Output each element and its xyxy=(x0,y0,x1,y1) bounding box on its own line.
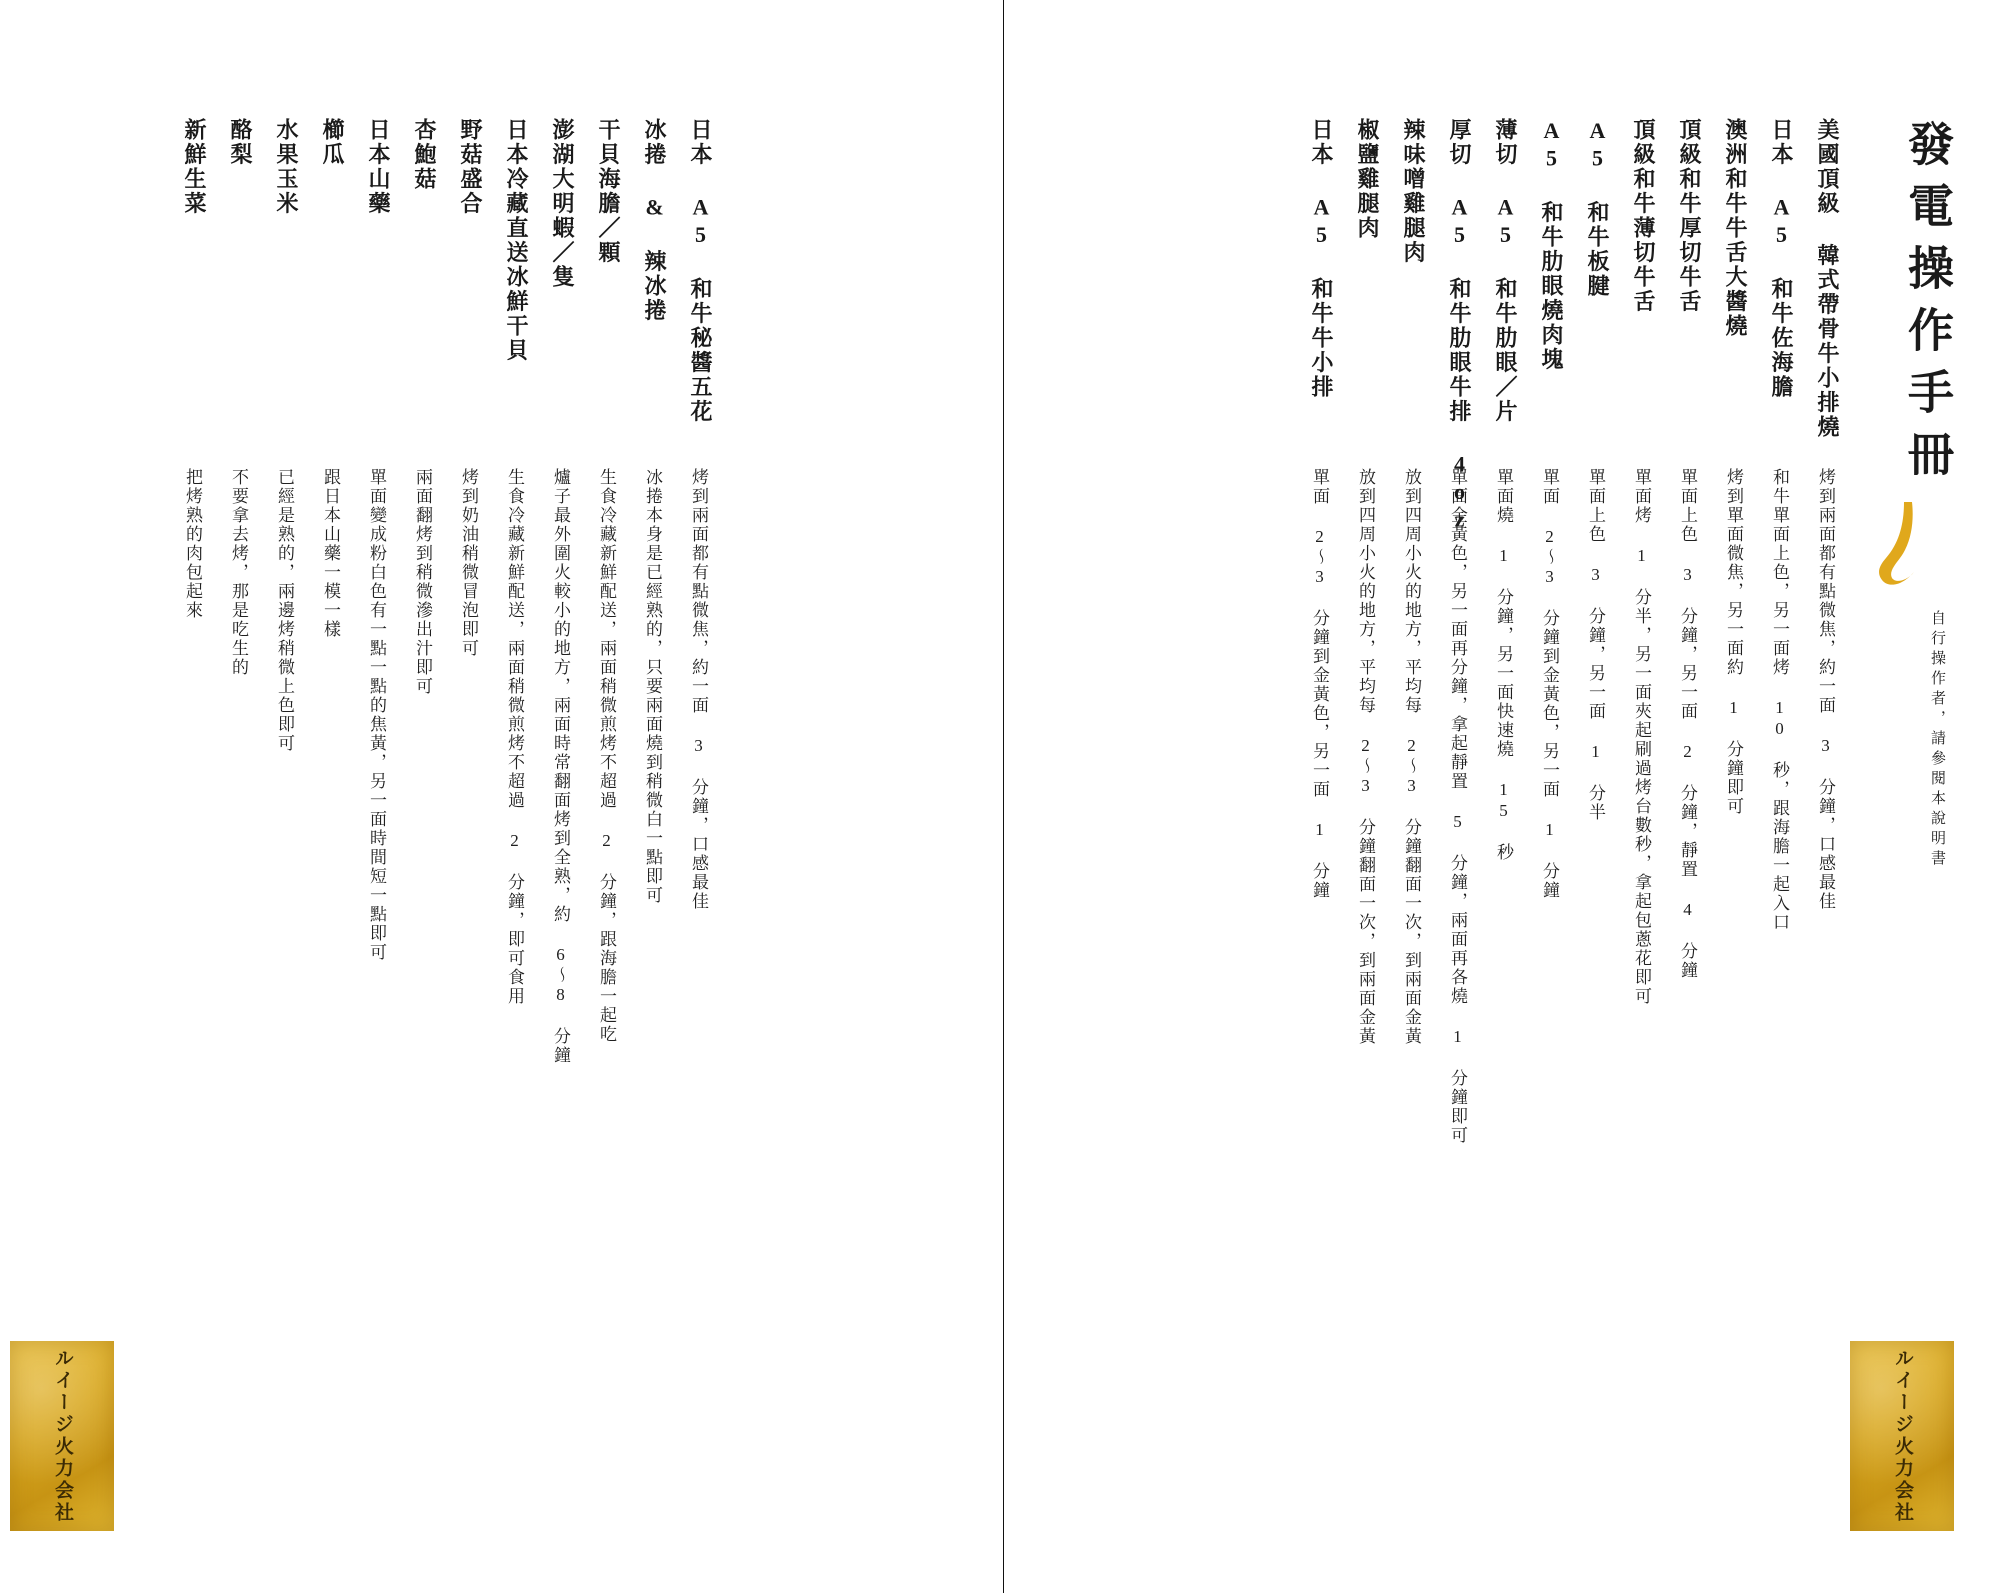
entry-instruction: 生食冷藏新鮮配送，兩面稍微煎烤不超過 2 分鐘，即可食用 xyxy=(505,468,524,1006)
entry-instruction: 烤到兩面都有點微焦，約一面 3 分鐘，口感最佳 xyxy=(689,468,708,911)
brand-seal-text: ルイージ火力会社 xyxy=(51,1348,73,1524)
menu-entry xyxy=(1794,0,1840,1593)
menu-entry xyxy=(667,0,713,1593)
entry-name: 日本冷藏直送冰鮮干貝 xyxy=(504,118,529,363)
right-page xyxy=(1003,0,2000,1593)
menu-entry xyxy=(1380,0,1426,1593)
menu-entry xyxy=(483,0,529,1593)
menu-entry xyxy=(621,0,667,1593)
entry-instruction: 已經是熟的，兩邊烤稍微上色即可 xyxy=(275,468,294,753)
menu-entry xyxy=(529,0,575,1593)
brand-seal-text: ルイージ火力会社 xyxy=(1891,1348,1913,1524)
entry-instruction: 單面 2～3 分鐘到金黃色，另一面 1 分鐘 xyxy=(1310,468,1329,900)
entry-instruction: 烤到兩面都有點微焦，約一面 3 分鐘，口感最佳 xyxy=(1816,468,1835,911)
entry-instruction: 放到四周小火的地方，平均每 2～3 分鐘翻面一次，到兩面金黃 xyxy=(1402,468,1421,1046)
menu-entry xyxy=(1334,0,1380,1593)
entry-name: 厚切 A5 和牛肋眼牛排 4oz xyxy=(1447,118,1472,534)
left-page-entry-list xyxy=(161,0,713,1593)
entry-instruction: 放到四周小火的地方，平均每 2～3 分鐘翻面一次，到兩面金黃 xyxy=(1356,468,1375,1046)
brand-seal xyxy=(1850,1341,1954,1531)
entry-name: 頂級和牛厚切牛舌 xyxy=(1677,118,1702,314)
menu-entry xyxy=(345,0,391,1593)
menu-entry xyxy=(1426,0,1472,1593)
entry-name: 澳洲和牛牛舌大醬燒 xyxy=(1723,118,1748,339)
entry-name: 頂級和牛薄切牛舌 xyxy=(1631,118,1656,314)
entry-instruction: 兩面翻烤到稍微滲出汁即可 xyxy=(413,468,432,696)
menu-entry xyxy=(1610,0,1656,1593)
brand-seal xyxy=(10,1341,114,1531)
entry-instruction: 單面 2～3 分鐘到金黃色，另一面 1 分鐘 xyxy=(1540,468,1559,900)
brush-stroke-icon xyxy=(1870,500,1930,590)
entry-instruction: 跟日本山藥一模一樣 xyxy=(321,468,340,639)
entry-instruction: 不要拿去烤，那是吃生的 xyxy=(229,468,248,677)
entry-instruction: 單面變成粉白色有一點一點的焦黃，另一面時間短一點即可 xyxy=(367,468,386,962)
entry-name: 干貝海膽／顆 xyxy=(596,118,621,265)
entry-name: 辣味噌雞腿肉 xyxy=(1401,118,1426,265)
entry-instruction: 單面金黃色，另一面再分鐘，拿起靜置 5 分鐘，兩面再各燒 1 分鐘即可 xyxy=(1448,468,1467,1145)
entry-instruction: 單面上色 3 分鐘，另一面 1 分半 xyxy=(1586,468,1605,822)
entry-name: 酪梨 xyxy=(228,118,253,167)
entry-instruction: 和牛單面上色，另一面烤 10 秒，跟海膽一起入口 xyxy=(1770,468,1789,932)
menu-entry xyxy=(1748,0,1794,1593)
menu-entry xyxy=(207,0,253,1593)
entry-name: A5 和牛板腱 xyxy=(1585,118,1610,299)
entry-instruction: 烤到單面微焦，另一面約 1 分鐘即可 xyxy=(1724,468,1743,816)
menu-entry xyxy=(1288,0,1334,1593)
menu-entry xyxy=(437,0,483,1593)
entry-name: 日本 A5 和牛秘醬五花 xyxy=(688,118,713,424)
entry-name: 椒鹽雞腿肉 xyxy=(1355,118,1380,241)
entry-name: A5 和牛肋眼燒肉塊 xyxy=(1539,118,1564,372)
entry-instruction: 單面烤 1 分半，另一面夾起刷過烤台數秒，拿起包蔥花即可 xyxy=(1632,468,1651,1006)
entry-instruction: 單面上色 3 分鐘，另一面 2 分鐘，靜置 4 分鐘 xyxy=(1678,468,1697,980)
right-page-entry-list xyxy=(1288,0,1840,1593)
entry-name: 日本山藥 xyxy=(366,118,391,216)
menu-entry xyxy=(391,0,437,1593)
title-block xyxy=(1902,120,1953,492)
entry-name: 日本 A5 和牛牛小排 xyxy=(1309,118,1334,400)
page-subtitle: 自行操作者，請參閱本說明書 xyxy=(1929,610,1945,870)
entry-instruction: 烤到奶油稍微冒泡即可 xyxy=(459,468,478,658)
entry-name: 新鮮生菜 xyxy=(182,118,207,216)
entry-name: 水果玉米 xyxy=(274,118,299,216)
menu-entry xyxy=(299,0,345,1593)
entry-instruction: 單面燒 1 分鐘，另一面快速燒 15 秒 xyxy=(1494,468,1513,862)
entry-name: 杏鮑菇 xyxy=(412,118,437,192)
menu-entry xyxy=(1564,0,1610,1593)
menu-entry xyxy=(253,0,299,1593)
entry-name: 冰捲 & 辣冰捲 xyxy=(642,118,667,323)
menu-entry xyxy=(1702,0,1748,1593)
entry-instruction: 冰捲本身是已經熟的，只要兩面燒到稍微白一點即可 xyxy=(643,468,662,905)
entry-name: 日本 A5 和牛佐海膽 xyxy=(1769,118,1794,400)
entry-name: 澎湖大明蝦／隻 xyxy=(550,118,575,290)
entry-name: 櫛瓜 xyxy=(320,118,345,167)
menu-entry xyxy=(161,0,207,1593)
page-title: 發電操作手冊 xyxy=(1902,120,1953,492)
menu-entry xyxy=(1518,0,1564,1593)
entry-name: 野菇盛合 xyxy=(458,118,483,216)
menu-entry xyxy=(575,0,621,1593)
menu-entry xyxy=(1472,0,1518,1593)
entry-instruction: 生食冷藏新鮮配送，兩面稍微煎烤不超過 2 分鐘，跟海膽一起吃 xyxy=(597,468,616,1044)
entry-name: 薄切 A5 和牛肋眼／片 xyxy=(1493,118,1518,424)
entry-instruction: 爐子最外圍火較小的地方，兩面時常翻面烤到全熟，約 6～8 分鐘 xyxy=(551,468,570,1065)
entry-instruction: 把烤熟的肉包起來 xyxy=(183,468,202,620)
menu-entry xyxy=(1656,0,1702,1593)
entry-name: 美國頂級 韓式帶骨牛小排燒 xyxy=(1815,118,1840,440)
